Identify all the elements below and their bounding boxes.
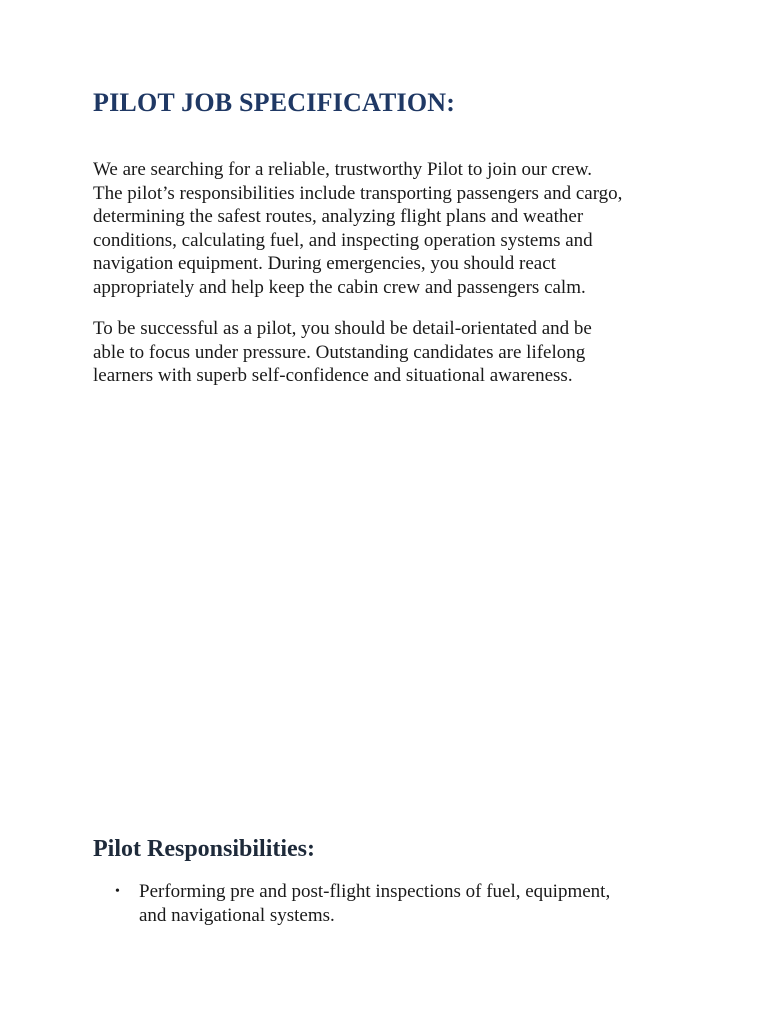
- page-title: PILOT JOB SPECIFICATION:: [93, 88, 456, 117]
- list-item-line: and navigational systems.: [139, 905, 335, 926]
- bullet-icon: •: [115, 884, 120, 899]
- responsibilities-list: [93, 880, 693, 928]
- intro-line: We are searching for a reliable, trustworthy Pilot to join our crew.: [93, 159, 592, 180]
- intro-line: conditions, calculating fuel, and inspecting operation systems and: [93, 229, 593, 251]
- intro-line: appropriately and help keep the cabin crew and passengers calm.: [93, 276, 586, 298]
- responsibilities-heading: Pilot Responsibilities:: [93, 836, 316, 862]
- intro-line: determining the safest routes, analyzing flight plans and weather: [93, 206, 584, 227]
- list-item-line: Performing pre and post-flight inspections of fuel, equipment,: [139, 881, 611, 902]
- intro-line: navigation equipment. During emergencies, you should react: [93, 253, 556, 274]
- success-line: To be successful as a pilot, you should be detail-orientated and be: [93, 318, 592, 339]
- success-paragraph: [93, 317, 673, 388]
- intro-paragraph: [93, 158, 673, 299]
- success-line: able to focus under pressure. Outstanding candidates are lifelong: [93, 341, 586, 363]
- list-item: [93, 880, 693, 928]
- intro-line: The pilot’s responsibilities include transporting passengers and cargo,: [93, 182, 623, 204]
- success-line: learners with superb self-confidence and situational awareness.: [93, 365, 573, 386]
